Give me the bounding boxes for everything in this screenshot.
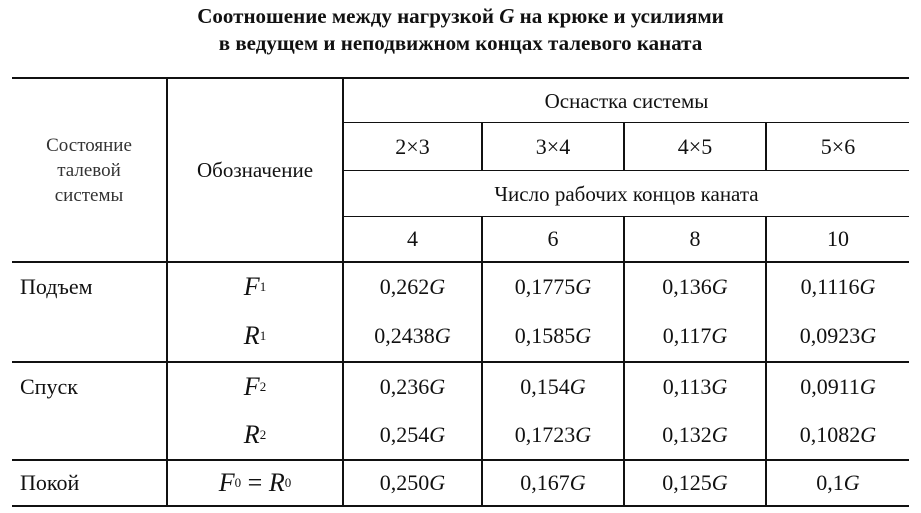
value-unit: G	[575, 274, 592, 299]
header-ends-value: 10	[827, 226, 849, 251]
rule-bottom	[12, 505, 909, 507]
value-cell	[625, 461, 765, 505]
symbol-letter: F	[243, 272, 260, 301]
symbol-letter: R	[243, 321, 260, 350]
value-unit: G	[859, 274, 876, 299]
value-cell	[625, 363, 765, 410]
symbol-letter: R	[268, 468, 285, 497]
value-number: 0,0923	[799, 323, 861, 348]
value-number: 0,154	[520, 373, 570, 399]
value-number: 0,113	[662, 373, 712, 399]
header-rigging-value: 4×5	[677, 133, 713, 159]
value-cell	[483, 311, 623, 361]
value-number: 0,1	[816, 470, 844, 495]
value-number: 0,262	[379, 274, 430, 299]
row-state: Подъем	[20, 274, 93, 299]
row-symbol	[168, 263, 342, 311]
value-unit: G	[429, 274, 446, 299]
value-cell	[344, 311, 481, 361]
value-unit: G	[575, 421, 592, 447]
value-number: 0,1116	[800, 274, 860, 299]
value-number: 0,2438	[374, 323, 435, 348]
symbol-letter: R	[243, 419, 260, 449]
value-cell	[344, 410, 481, 459]
value-number: 0,132	[662, 421, 712, 447]
symbol-subscript: 0	[234, 475, 242, 490]
symbol-subscript: 2	[259, 426, 267, 442]
value-unit: G	[859, 373, 876, 399]
row-symbol	[168, 461, 342, 505]
value-unit: G	[711, 373, 728, 399]
value-cell	[767, 263, 909, 311]
row-state: Спуск	[20, 373, 78, 399]
value-unit: G	[843, 470, 860, 495]
symbol-subscript: 2	[259, 378, 267, 394]
symbol-subscript: 1	[259, 279, 267, 294]
value-unit: G	[711, 470, 728, 495]
value-unit: G	[860, 323, 877, 348]
value-cell	[483, 461, 623, 505]
value-cell	[767, 363, 909, 410]
value-number: 0,167	[520, 470, 570, 495]
value-number: 0,117	[662, 323, 712, 348]
header-rigging-value: 3×4	[535, 133, 571, 159]
value-number: 0,250	[379, 470, 430, 495]
symbol-subscript: 1	[259, 328, 267, 343]
value-cell	[767, 410, 909, 459]
value-unit: G	[429, 470, 446, 495]
value-cell	[344, 263, 481, 311]
value-unit: G	[711, 274, 728, 299]
value-unit: G	[860, 421, 877, 447]
header-state: Состояние талевой системы	[46, 134, 132, 206]
value-cell	[767, 461, 909, 505]
value-number: 0,136	[662, 274, 712, 299]
row-state: Покой	[20, 470, 80, 495]
value-cell	[625, 410, 765, 459]
value-unit: G	[429, 421, 446, 447]
header-ends-value: 8	[689, 226, 701, 251]
value-unit: G	[575, 323, 592, 348]
header-ends-value: 6	[547, 226, 559, 251]
equals-sign: =	[241, 468, 269, 497]
row-symbol	[168, 410, 342, 459]
table-title	[0, 3, 921, 57]
title-line-2: в ведущем и неподвижном концах талевого каната	[218, 31, 703, 55]
value-number: 0,1585	[514, 323, 576, 348]
value-cell	[483, 263, 623, 311]
header-rigging-value: 5×6	[820, 133, 856, 159]
value-cell	[767, 311, 909, 361]
value-number: 0,0911	[800, 373, 860, 399]
header-rigging: Оснастка системы	[544, 88, 709, 113]
value-cell	[483, 363, 623, 410]
value-unit: G	[434, 323, 451, 348]
row-symbol	[168, 311, 342, 361]
value-cell	[625, 263, 765, 311]
value-cell	[344, 461, 481, 505]
value-number: 0,1082	[799, 421, 861, 447]
symbol-letter: F	[218, 468, 235, 497]
header-ends-value: 4	[407, 226, 418, 251]
header-ends-label: Число рабочих концов каната	[494, 181, 759, 206]
value-unit: G	[711, 323, 728, 348]
value-number: 0,125	[662, 470, 712, 495]
value-unit: G	[569, 470, 586, 495]
value-number: 0,236	[379, 373, 430, 399]
value-unit: G	[429, 373, 446, 399]
row-state	[12, 410, 166, 459]
symbol-letter: F	[243, 371, 260, 401]
symbol-subscript: 0	[284, 475, 292, 490]
row-symbol	[168, 363, 342, 410]
value-unit: G	[569, 373, 586, 399]
title-line-1: Соотношение между нагрузкой G на крюке и усилиями	[197, 4, 724, 28]
value-cell	[483, 410, 623, 459]
row-state	[12, 311, 166, 361]
value-cell	[625, 311, 765, 361]
value-unit: G	[711, 421, 728, 447]
value-cell	[344, 363, 481, 410]
value-number: 0,1723	[514, 421, 576, 447]
value-number: 0,1775	[514, 274, 576, 299]
header-designation: Обозначение	[196, 158, 314, 182]
header-rigging-value: 2×3	[395, 133, 430, 159]
value-number: 0,254	[379, 421, 430, 447]
